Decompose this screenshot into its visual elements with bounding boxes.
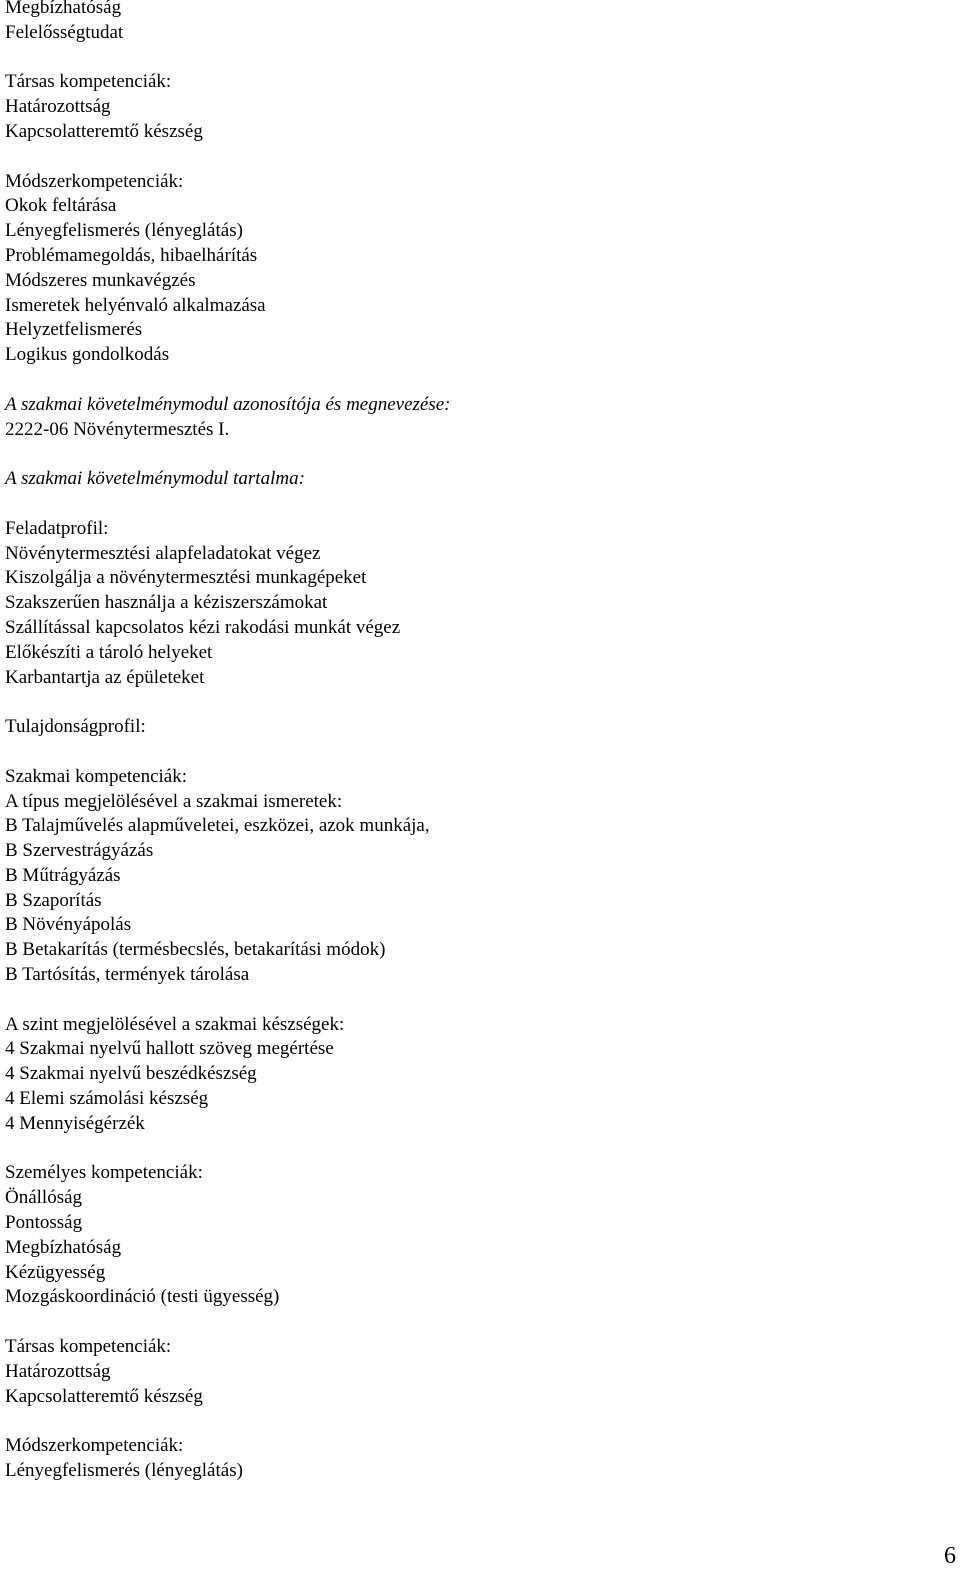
text-line: Megbízhatóság (5, 1236, 122, 1258)
text-line: Megbízhatóság (5, 0, 122, 18)
text-line: Karbantartja az épületeket (5, 666, 205, 688)
text-line: Kézügyesség (5, 1261, 106, 1283)
text-line: 4 Mennyiségérzék (5, 1112, 145, 1134)
text-line: Társas kompetenciák: (5, 1336, 172, 1358)
text-line: Ismeretek helyénvaló alkalmazása (5, 294, 266, 316)
text-line: 4 Szakmai nyelvű beszédkészség (5, 1063, 257, 1085)
text-line: 4 Szakmai nyelvű hallott szöveg megértése (5, 1038, 334, 1060)
blank-line (5, 988, 935, 1013)
text-line: Módszeres munkavégzés (5, 269, 196, 291)
blank-line (5, 1137, 935, 1162)
blank-line (5, 492, 935, 517)
text-line: A szint megjelölésével a szakmai készségek: (5, 1013, 345, 1035)
text-line: Szakszerűen használja a kéziszerszámokat (5, 592, 328, 614)
text-line: B Műtrágyázás (5, 864, 121, 886)
text-line: B Talajművelés alapműveletei, eszközei, azok munkája, (5, 815, 430, 837)
text-line: Lényegfelismerés (lényeglátás) (5, 1460, 243, 1482)
text-line: A típus megjelölésével a szakmai ismeretek: (5, 790, 343, 812)
text-line: Helyzetfelismerés (5, 319, 143, 341)
text-line: B Szaporítás (5, 889, 102, 911)
text-line: Szállítással kapcsolatos kézi rakodási munkát végez (5, 616, 401, 638)
text-line: Határozottság (5, 96, 111, 118)
text-line: Kapcsolatteremtő készség (5, 1385, 203, 1407)
text-line: Kapcsolatteremtő készség (5, 120, 203, 142)
section-heading: A szakmai követelménymodul azonosítója és megnevezése: (5, 393, 451, 415)
blank-line (5, 145, 935, 170)
text-line: B Tartósítás, termények tárolása (5, 964, 250, 986)
text-line: B Szervestrágyázás (5, 840, 154, 862)
text-line: Módszerkompetenciák: (5, 1435, 184, 1457)
section-heading: A szakmai követelménymodul tartalma: (5, 468, 305, 490)
blank-line (5, 46, 935, 71)
text-line: Társas kompetenciák: (5, 71, 172, 93)
text-line: Kiszolgálja a növénytermesztési munkagépeket (5, 567, 367, 589)
document-body (5, 0, 935, 1484)
text-line: Előkészíti a tároló helyeket (5, 641, 213, 663)
text-line: Önállóság (5, 1187, 83, 1209)
text-line: 4 Elemi számolási készség (5, 1088, 209, 1110)
blank-line (5, 1409, 935, 1434)
text-line: Lényegfelismerés (lényeglátás) (5, 220, 243, 242)
text-line: Szakmai kompetenciák: (5, 765, 188, 787)
blank-line (5, 442, 935, 467)
blank-line (5, 740, 935, 765)
text-line: Okok feltárása (5, 195, 117, 217)
text-line: Pontosság (5, 1212, 83, 1234)
text-line: Személyes kompetenciák: (5, 1162, 203, 1184)
text-line: Logikus gondolkodás (5, 344, 170, 366)
text-line: Határozottság (5, 1360, 111, 1382)
text-line: Módszerkompetenciák: (5, 170, 184, 192)
blank-line (5, 690, 935, 715)
blank-line (5, 368, 935, 393)
text-line: Tulajdonságprofil: (5, 716, 146, 738)
text-line: Felelősségtudat (5, 21, 124, 43)
text-line: Feladatprofil: (5, 517, 109, 539)
text-line: 2222-06 Növénytermesztés I. (5, 418, 230, 440)
text-line: Mozgáskoordináció (testi ügyesség) (5, 1286, 280, 1308)
text-line: B Betakarítás (termésbecslés, betakarítási módok) (5, 939, 386, 961)
text-line: Növénytermesztési alapfeladatokat végez (5, 542, 321, 564)
text-line: B Növényápolás (5, 914, 132, 936)
page-number: 6 (944, 1543, 956, 1569)
text-line: Problémamegoldás, hibaelhárítás (5, 244, 258, 266)
blank-line (5, 1310, 935, 1335)
